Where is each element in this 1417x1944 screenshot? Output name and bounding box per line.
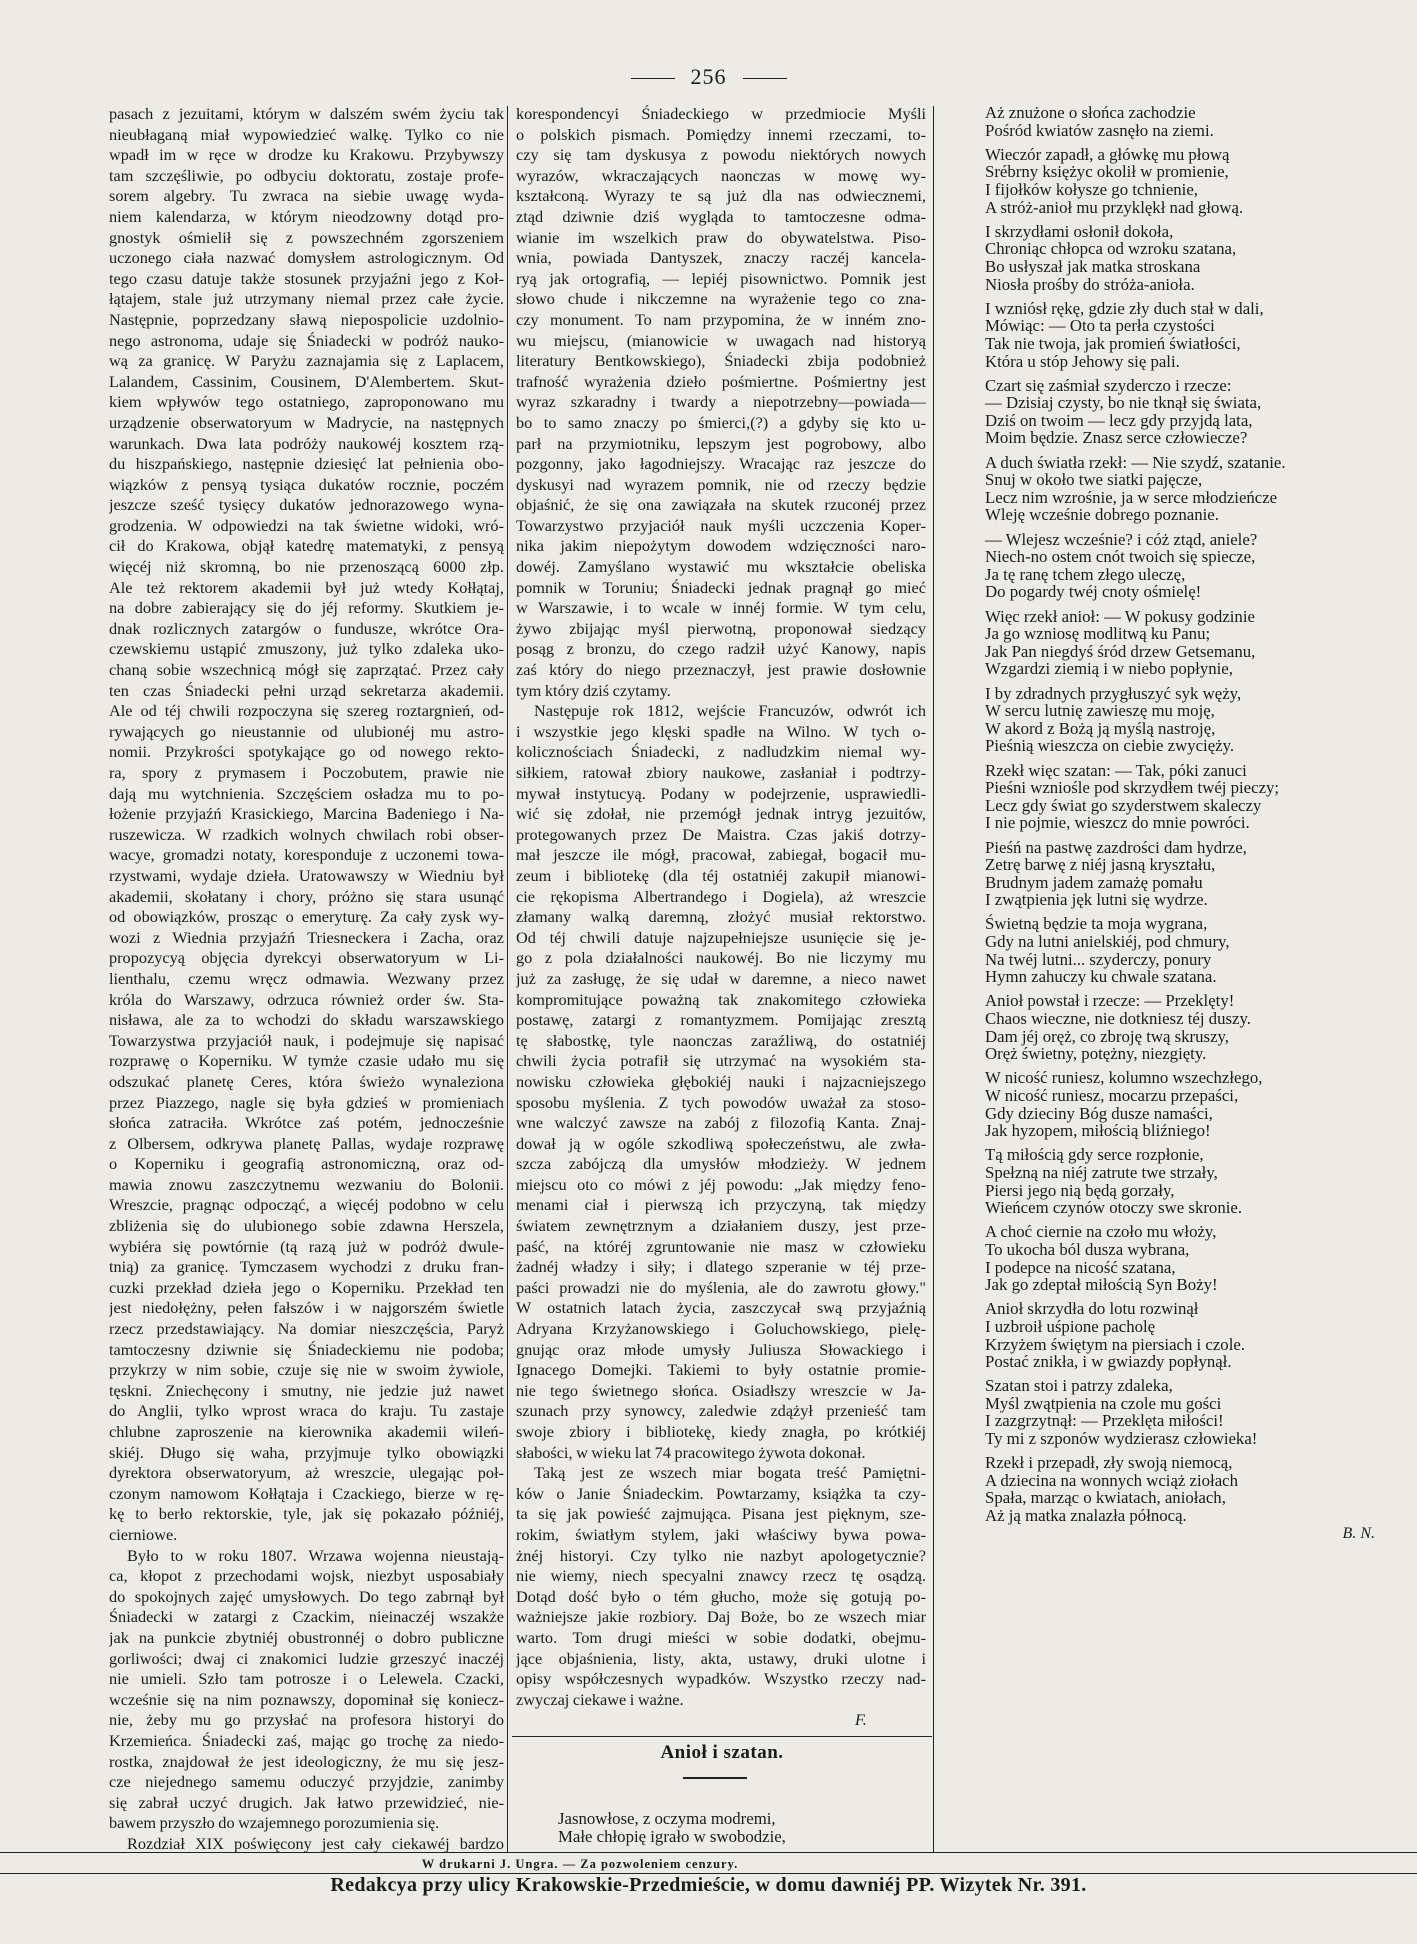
paragraph [516,1463,926,1710]
poem-line: Mówiąc: — Oto ta perła czystości [985,316,1215,336]
text-line: kształconą. Wyrazy te są już dla nas odwiecznemi, [516,186,926,206]
text-line: sposobu myślenia. Z tych powodów uważał za stoso- [516,1092,926,1112]
text-line: kompromitujące poważną tak znakomitego człowieka [516,989,926,1009]
paragraph [516,104,926,701]
poem-line: Wzgardzi ziemią i w niebo popłynie, [985,659,1233,679]
text-line: warunkach. Dwa lata podróży naukowéj kosztem rzą- [109,433,504,453]
column-divider [507,106,508,1852]
text-line: miejscu oto co mówi z jéj powodu: „Jak między feno- [516,1174,926,1194]
text-line: paść, na któréj zgruntowanie nie masz w człowieku [516,1236,926,1256]
text-line: przykrzy w nim sobie, czuje się nie w swoim żywiole, [109,1360,504,1380]
text-line: dowéj. Zamyślano wystawić mu wkształcie obeliska [516,557,926,577]
text-line: wacye, gromadzi notaty, koresponduje z uczonemi towa- [109,845,504,865]
text-line: łożenie przyjaźń Krasickiego, Marcina Badeniego i Na- [109,804,504,824]
text-line: rywających go nieustannie od ulubionéj mu astro- [109,721,504,741]
poem-line: Tą miłością gdy serce rozpłonie, [985,1145,1204,1165]
poem-line: Więc rzekł anioł: — W pokusy godzinie [985,606,1255,626]
poem-line: Hymn zahuczy ku chwale szatana. [985,967,1217,987]
poem-line: Szatan stoi i patrzy zdaleka, [985,1376,1173,1396]
poem-line: W nicość runiesz, mocarzu przepaści, [985,1086,1239,1105]
text-line: jące objaśnienia, listy, akta, ustawy, druki ulotne i [516,1648,926,1668]
poem-stanza [985,608,1395,678]
poem-stanza [985,685,1395,755]
text-line: cuzki przekład dzieła jego o Koperniku. Przekład ten [109,1277,504,1297]
poem-line: I wzniósł rękę, gdzie zły duch stał w dali, [985,298,1264,318]
poem-line: Jak go zdeptał miłością Syn Boży! [985,1275,1218,1295]
poem-line: W akord z Bożą ją myślą nastroję, [985,718,1216,738]
text-line: du hiszpańskiego, następnie dziesięć lat pełnienia obo- [109,454,504,474]
poem-line: Wieńcem czynów otoczy swe skronie. [985,1198,1243,1218]
text-line: wnia, powiada Dantyszek, znaczy raczéj kancela- [516,248,926,268]
poem-signature: B. N. [1342,1524,1375,1542]
poem-line: Dam jéj oręż, co zbroję twą skruszy, [985,1026,1230,1046]
paragraph [109,1546,504,1834]
poem-line: Świetną będzie ta moja wygrana, [985,914,1208,934]
poem-line: Tak nie twoja, jak promień światłości, [985,333,1241,353]
text-line: lienthalu, czemu wręcz odmawia. Wezwany przez [109,968,504,988]
divider [631,78,675,79]
text-line: słowo chude i nikczemne na wyrażenie tego co zna- [516,289,926,309]
printer-imprint: W drukarni J. Ungra. — Za pozwoleniem cenzury. [421,1857,739,1871]
poem-stanza [985,104,1395,139]
section-divider [512,1736,932,1737]
text-line: skiéj. Długo się waha, przyjmuje tylko obowiązki [109,1442,504,1462]
text-line: trafność wyrażenia dzieło pośmiertne. Pośmiertny jest [516,371,926,391]
poem-line: Niech-no ostem cnót twoich się spiecze, [985,547,1256,567]
poem-line: To ukocha ból dusza wybrana, [985,1239,1190,1259]
text-line: słońca zatraciła. Wkrótce zaś potém, jednocześnie [109,1113,504,1133]
poem-line: I podepce na nicość szatana, [985,1257,1176,1277]
poem-stanza [985,1454,1395,1524]
text-line: kiem wpływów tego ostatniego, zaproponowano mu [109,392,504,412]
text-line: nie umieli. Szło tam potrosze i o Lelewela. Czacki, [109,1669,504,1689]
text-line: korespondencyi Śniadeckiego w przedmiocie Myśli [516,104,926,123]
poem-line: A choć ciernie na czoło mu włoży, [985,1222,1217,1242]
poem-line: Wleję wcześnie dobrego poznanie. [985,505,1219,525]
text-line: wyraz szkaradny i twardy a niepotrzebny—powiada— [516,392,926,412]
poem-line: Piersi jego nią będą gorzały, [985,1180,1175,1200]
poem-line: Aż ją matka znalazła północą. [985,1506,1187,1526]
text-line: słabości, w wieku lat 74 pracowitego żywota dokonał. [516,1442,866,1462]
text-line: opisy współczesnych wypadków. Wszystko rzeczy nad- [516,1669,926,1689]
text-line: Następnie, poprzedzany sławą niepospolicie uzdolnio- [109,309,504,329]
poem-line: Gdy na lutni anielskiéj, pod chmury, [985,932,1230,952]
poem-stanza [985,1300,1395,1370]
text-line: czewskiemu ustąpić zmuszony, już tylko zdaleka uko- [109,639,504,659]
text-line: dają mu wytchnienia. Szczęściem osładza mu to po- [109,783,504,803]
text-line: urządzenie obserwatoryum w Madrycie, na następnych [109,412,504,432]
poem-stanza [985,992,1395,1062]
text-line: tę słabostkę, tyle naonczas zaraźliwą, do ostatniéj [516,1030,926,1050]
text-line: nieubłaganą miał wypowiedzieć walkę. Tylko co nie [109,124,504,144]
poem-line: I uzbroił uśpione pacholę [985,1316,1156,1336]
text-line: propozycyą objęcia dyrekcyi obserwatoryum w Li- [109,948,504,968]
text-line: wianie im wszelkich praw do obywatelstwa. Piso- [516,227,926,247]
poem-line: Ja go wzniosę modlitwą ku Panu; [985,624,1211,644]
poem-line: Oręż świetny, potężny, niezgięty. [985,1044,1207,1064]
poem-line: Która u stóp Jehowy się pali. [985,351,1180,371]
text-line: odszukać planetę Ceres, która świeżo wynaleziona [109,1071,504,1091]
poem-stanza [985,1146,1395,1216]
poem-line: Dziś on twoim — lecz gdy przyjdą lata, [985,410,1253,430]
text-line: nie, żeby mu go przysłać na profesora historyi do [109,1710,504,1730]
text-line: tnią) za granicę. Tymczasem wychodzi z druku fran- [109,1257,504,1277]
paragraph [516,701,926,1463]
poem-line: Anioł skrzydła do lotu rozwinął [985,1299,1199,1319]
text-line: się zabrał uczyć drugich. Jak łatwo przewidzieć, nie- [109,1792,504,1812]
text-line: szunach przy synowcy, zaledwie zdążył przenieść tam [516,1401,926,1421]
text-line: jest niedołężny, pełen fałszów i w najgorszém świetle [109,1298,504,1318]
text-line: Rozdział XIX poświęcony jest cały ciekawéj bardzo [127,1833,504,1853]
text-line: i wszystkie jego klęski spadłe na Wilno. W tych o- [516,721,926,741]
text-line: rozprawę o Koperniku. W tymże czasie udało mu się [109,1051,504,1071]
text-line: żywo zbijając myśl pierwotną, proponował siedzący [516,618,926,638]
text-line: go z pola działalności naukowéj. Bo nie liczymy mu [516,948,926,968]
text-line: bawem przyszło do wzajemnego porozumienia się. [109,1813,440,1833]
poem-line: Pieśń na pastwę zazdrości dam hydrze, [985,837,1247,857]
poem-stanza [985,1223,1395,1293]
title-rule [683,1777,747,1779]
text-line: do Anglii, tylko wprost wraca do kraju. Tu zastaje [109,1401,504,1421]
text-line: zbliżenia się do ulubionego sobie zdawna Herszela, [109,1216,504,1236]
text-line: gnując oraz młode umysły Juliusza Słowackiego i [516,1339,926,1359]
text-line: wyrazów, wkraczających naonczas w mowę wy- [516,165,926,185]
text-line: nika jakim niepożytym dowodem wdzięczności naro- [516,536,926,556]
poem-line: Pieśnią wieszcza on ciebie zwycięży. [985,736,1235,756]
text-line: zwyczaj ciekawe i ważne. [516,1689,684,1709]
text-line: rzystwami, wydaje dzieła. Uratowawszy w Wiedniu był [109,865,504,885]
text-line: żnéj historyi. Czy tylko nie nazbyt apologetycznie? [516,1545,926,1565]
text-line: od obowiązków, prosząc o emeryturę. Za cały zysk wy- [109,907,504,927]
poem-line: Postać znikła, i w gwiazdy popłynął. [985,1352,1232,1372]
text-line: tamtoczesny dziwnie się Śniadeckiemu nie podoba; [109,1339,504,1359]
poem-line: Czart się zaśmiał szyderczo i rzecze: [985,375,1232,395]
poem-line: Aż znużone o słońca zachodzie [985,103,1196,122]
text-line: mywał instytucyą. Podany w podejrzenie, usprawiedli- [516,783,926,803]
text-line: światem zewnętrznym a działaniem duszy, jest prze- [516,1216,926,1236]
poem-line: Brudnym jadem zamażę pomału [985,872,1203,892]
text-line: nisława, ale za to wchodzi do składu warszawskiego [109,1010,504,1030]
text-line: Ignacego Domejki. Takiemi to były ostatnie promie- [516,1360,926,1380]
poem-line: Małe chłopię igrało w swobodzie, [558,1826,786,1846]
text-line: tęskni. Zniechęcony i smutny, nie jedzie już nawet [109,1380,504,1400]
text-line: niem kalendarza, w którym nieodzowny dotąd pro- [109,206,504,226]
text-line: ta się jak powieść zajmująca. Pisana jest pięknym, sze- [516,1504,926,1524]
text-line: ra, spory z prymasem i Poczobutem, prawie nie [109,763,504,782]
poem-line: Spała, marząc o kwiatach, aniołach, [985,1488,1226,1508]
text-line: chwili życia potrafił się utrzymać na wysokiém sta- [516,1051,926,1071]
poem-line: Spełzną na niéj zatrute twe strzały, [985,1162,1218,1182]
text-line: Śniadecki w zatargi z Czackim, nieinaczéj wszakże [109,1607,504,1627]
poem-stanza [985,300,1395,370]
poem-line: W sercu lutnię zawieszę mu moję, [985,701,1215,721]
divider [743,78,787,79]
text-line: postawę, zatargi z romantyzmem. Pomijając zresztą [516,1010,926,1030]
poem-line: Jak hyzopem, miłością bliźniego! [985,1121,1211,1141]
text-line: z Olbersem, odkrywa planetę Pallas, wydaje rozprawę [109,1133,504,1153]
text-line: siłkiem, ratował zbiory naukowe, zasłaniał i podtrzy- [516,763,926,782]
text-line: nego astronoma, udaje się Śniadecki w podróż nauko- [109,330,504,350]
poem-line: W nicość runiesz, kolumno wszechzłego, [985,1068,1263,1088]
text-line: wybiéra się powtórnie (tą razą już w podróż dwule- [109,1236,504,1256]
text-line: ków o Janie Śniadeckim. Powtarzamy, książka ta czy- [516,1483,926,1503]
poem-line: Pieśni wzniośle pod skrzydłem twéj pieczy; [985,778,1280,798]
text-line: nomii. Przykrości spotykające go od nowego rekto- [109,742,504,762]
poem-line: Na twéj lutni... szyderczy, ponury [985,949,1212,969]
text-line: wne walczyć zawsze na zabój z filozofią Kanta. Znaj- [516,1113,926,1133]
text-line: dyrektora obserwatoryum, aż wreszcie, ulegając poł- [109,1463,504,1483]
text-line: ruszewicza. W rzadkich wolnych chwilach robi obser- [109,824,504,844]
text-line: parł na przymiotniku, lepszym jest pogrobowy, albo [516,433,926,453]
text-line: nowisku człowieka głębokiéj nauki i najzacniejszego [516,1071,926,1091]
poem-opening [558,1810,786,1845]
text-line: wpadł im w ręce w drodze ku Krakowu. Przybywszy [109,145,504,165]
poem-line: A duch światła rzekł: — Nie szydź, szatanie. [985,452,1286,472]
text-line: tym który dziś czytamy. [516,680,671,700]
poem-line: I zazgrzytnął: — Przeklęta miłości! [985,1411,1224,1431]
text-line: czonym namowom Kołłątaja i Czackiego, bierze w rę- [109,1483,504,1503]
text-line: tego czasu datuje także stosunek przyjaźni jego z Koł- [109,268,504,288]
text-line: Ale od téj chwili rozpoczyna się szereg roztargnień, od- [109,701,504,721]
text-line: wiązków z pensyą tysiąca dukatów rocznie, poczém [109,474,504,494]
poem-column [985,104,1395,1543]
text-line: ten czas Śniadecki pełni urząd sekretarza akademii. [109,680,504,700]
text-line: w Warszawie, i to wcale w innéj formie. W tym celu, [516,598,926,618]
text-line: o Koperniku i geografią astronomiczną, oraz od- [109,1154,504,1174]
column-divider [933,106,934,1852]
text-line: mawia znowu zaszczytnemu wezwaniu do Bolonii. [109,1174,504,1194]
poem-line: Bo usłyszał jak matka stroskana [985,256,1201,276]
poem-line: Lecz gdy świat go szyderstwem skaleczy [985,795,1262,815]
poem-line: Niosła prośby do stróża-anioła. [985,274,1195,294]
poem-line: Anioł powstał i rzecze: — Przeklęty! [985,991,1235,1011]
paragraph [109,104,504,1546]
poem-stanza [985,1069,1395,1139]
text-line: chlubne zaproszenie na kierownika akademii wileń- [109,1422,504,1441]
text-line: Adryana Krzyżanowskiego i Goluchowskiego, pielę- [516,1319,926,1339]
text-line: bo to samo znaczy po śmierci,(?) a gdyby się kto u- [516,412,926,432]
text-line: rostka, znajdował że jest ideologiczny, że mu się jesz- [109,1751,504,1771]
text-line: wić się zdołał, nie przemógł jednak intryg jezuitów, [516,804,926,824]
text-line: nie tego świetnego słońca. Osiadłszy wreszcie w Ja- [516,1380,926,1400]
text-line: już za zasługę, że się udał w daremne, a nieco nawet [516,968,926,988]
text-line: Było to w roku 1807. Wrzawa wojenna nieustają- [127,1545,504,1565]
text-line: cie rękopisma Albertrandego i Dogiela), aż wreszcie [516,886,926,906]
editorial-address: Redakcya przy ulicy Krakowskie-Przedmieście, w domu dawniéj PP. Wizytek Nr. 391. [330,1874,1087,1896]
text-line: cze niejednego samemu oduczyć przyjdzie, zanimby [109,1772,504,1792]
text-line: ryą jak ortografią, — lepiéj pisownictwo. Pomnik jest [516,268,926,288]
poem-title: Anioł i szatan. [660,1742,784,1763]
text-line: Od téj chwili datuje najzupełniejsze usunięcie się je- [516,927,926,947]
poem-stanza [985,377,1395,447]
poem-line: A stróż-anioł mu przyklękł nad głową. [985,197,1244,217]
poem-line: Lecz nim wzrośnie, ja w serce młodzieńcze [985,487,1278,507]
text-line: kę to berło rektorskie, tyle, jak się pokazało późniéj, [109,1504,504,1524]
poem-stanza [985,146,1395,216]
text-line: uczonego ciała nazwać domysłem astrologicznym. Od [109,248,504,268]
text-line: szcza zabójczą dla umysłów młodzieży. W jednem [516,1154,926,1174]
text-line: paści prowadzi nie do myślenia, ale do zawrotu głowy." [516,1277,926,1297]
poem-line: Ty mi z szponów wydzierasz człowieka! [985,1429,1258,1449]
text-line: chaną sobie wszechnicą mógł się zaprzątać. Przez cały [109,660,504,680]
poem-stanza [985,915,1395,985]
text-line: czy monument. To nam przypomina, że w inném zno- [516,309,926,329]
poem-stanza [985,454,1395,524]
text-line: ważniejsze jakie rozbiory. Daj Boże, bo ze wszech miar [516,1607,926,1627]
footer-rule [0,1852,1417,1853]
text-line: protegowanych przez De Maistra. Czas jakiś dotrzy- [516,824,926,844]
poem-line: Do pogardy twéj cnoty ośmielę! [985,582,1202,602]
text-line: łątajem, stale już utrzymany niemal przez całe życie. [109,289,504,309]
poem-line: Srébrny księżyc okolił w promienie, [985,162,1229,182]
poem-line: A dziecina na wonnych wciąż ziołach [985,1470,1239,1490]
text-line: Dotąd dość było o tém głucho, może się gotują po- [516,1586,926,1606]
poem-stanza [985,762,1395,832]
poem-stanza [985,531,1395,601]
text-line: Lalandem, Cassinim, Cousinem, D'Alembertem. Skut- [109,371,504,391]
poem-line: Myśl zwątpienia na czole mu gości [985,1393,1222,1413]
poem-line: Chroniąc chłopca od wzroku szatana, [985,239,1237,259]
poem-stanza [985,223,1395,293]
text-line: Towarzystwo przyjaciół nauk myśli uczczenia Koper- [516,515,926,535]
poem-stanza [985,839,1395,909]
text-line: wą za granicę. W Paryżu zaznajamia się z Laplacem, [109,351,504,371]
text-line: kolicznościach Śniadecki, z nadludzkim niemal wy- [516,742,926,762]
text-line: literatury Bentkowskiego), Śniadecki zbija podobnież [516,351,926,371]
text-line: mał jeszcze ile mógł, pracował, zabiegał, bogacił mu- [516,845,926,865]
text-line: wcześnie się na nim poznawszy, dopominał się koniecz- [109,1689,504,1709]
poem-line: Gdy dzieciny Bóg dusze namaści, [985,1103,1213,1123]
text-line: rokim, światłym stylem, jaki właściwy bywa powa- [516,1524,926,1544]
text-line: dyskusyi nad wyrazem pomnik, nie od rzeczy będzie [516,474,926,494]
article-column-2 [516,104,926,1710]
text-line: zeum i bibliotekę (dla téj ostatniéj zakupił mianowi- [516,865,926,885]
article-column-1 [109,104,504,1854]
text-line: posąg z bronzu, do czego radził użyć Kanowy, napis [516,639,926,659]
poem-line: Rzekł więc szatan: — Tak, póki zanuci [985,760,1247,780]
text-line: warto. Tom drugi mieści w sobie dodatki, obejmu- [516,1627,926,1647]
text-line: wu miejscu, (mianowicie w uwagach nad historyą [516,330,926,350]
poem-line: Jasnowłose, z oczyma modremi, [558,1809,776,1828]
text-line: do spokojnych zajęć umysłowych. Do tego zabrnął był [109,1586,504,1606]
text-line: Wreszcie, pragnąc odpocząć, a więcéj podobno w celu [109,1195,504,1215]
poem-line: — Dzisiaj czysty, bo nie tknął się świata, [985,393,1262,413]
text-line: o polskich pismach. Pomiędzy innemi rzeczami, to- [516,124,926,144]
poem-line: I zwątpienia jęk lutni się wydrze. [985,890,1208,910]
text-line: dował ją w ogóle szkodliwą społeczeństwu, ale zwła- [516,1133,926,1153]
poem-line: Krzyżem świętym na piersiach i czole. [985,1334,1246,1354]
text-line: rzecz przedstawiający. Na domiar nieszczęścia, Paryż [109,1319,504,1339]
poem-line: Rzekł i przepadł, zły swoją niemocą, [985,1453,1233,1473]
text-line: grodzenia. W odpowiedzi na tak świetne widoki, wró- [109,515,504,535]
poem-line: I nie pojmie, wieszcz do mnie powróci. [985,813,1250,833]
text-line: tam szczęśliwie, po odbyciu doktoratu, zostaje profe- [109,165,504,185]
text-line: sorem algebry. Tu zwraca na siebie uwagę wyda- [109,186,504,206]
text-line: ztąd dziwnie dziś wygląda to tamtoczesne odma- [516,206,926,226]
text-line: gnostyk ośmielił się z powszechném zgorszeniem [109,227,504,247]
poem-stanza [985,1377,1395,1447]
poem-line: — Wlejesz wcześnie? i cóż ztąd, aniele? [985,529,1258,549]
text-line: Taką jest ze wszech miar bogata treść Pamiętni- [534,1463,926,1483]
poem-line: I fijołków kołysze go tchnienie, [985,179,1198,199]
text-line: cił do Krakowa, objął katedrę matematyki, z pensyą [109,536,504,556]
poem-line: Wieczór zapadł, a główkę mu płową [985,144,1230,164]
page-number [0,64,1417,90]
poem-line: Chaos wieczne, nie dotkniesz téj duszy. [985,1009,1251,1029]
poem-line: Pośród kwiatów zasnęło na ziemi. [985,120,1214,140]
text-line: pasach z jezuitami, którym w dalszém swém życiu tak [109,104,504,123]
text-line: nie wiemy, niech specyalni znawcy rzecz tę osądzą. [516,1566,926,1586]
text-line: na dobre zabierający się do jéj reformy. Skutkiem je- [109,598,504,618]
text-line: jeszcze sześć tysięcy dukatów jednorazowego wyna- [109,495,504,515]
page-number-text: 256 [690,64,727,89]
text-line: menami ciał i pierwszą ich przyczyną, tak między [516,1195,926,1215]
text-line: Krzemieńca. Śniadecki zaś, mając go trochę za niedo- [109,1730,504,1750]
text-line: złamany walką daremną, złożyć musiał rektorstwo. [516,907,926,927]
poem-line: I by zdradnych przygłuszyć syk węży, [985,683,1242,703]
text-line: swoje zbiory i bibliotekę, kiedy znagła, po krótkiéj [516,1422,926,1441]
text-line: czy się tam dyskusya z powodu niektórych nowych [516,145,926,165]
text-line: wozi z Wiednia przyjaźń Triesneckera i Zacha, oraz [109,927,504,947]
text-line: jak na punkcie zbytniéj obustronnéj o dobro publiczne [109,1627,504,1647]
poem-line: Ja tę ranę tchem złego uleczę, [985,564,1186,584]
text-line: pozgonny, jako łagodniejszy. Wracając raz jeszcze do [516,454,926,474]
article-signature: F. [855,1712,867,1729]
poem-line: Moim będzie. Znasz serce człowiecze? [985,428,1248,448]
text-line: pomnik w Toruniu; Śniadecki jednak pragnął go mieć [516,577,926,597]
text-line: zaś który do niego przeznaczył, jest prawie dosłownie [516,660,926,680]
text-line: objaśnić, że się ona zawiązała na skutek rzuconéj przez [516,495,926,515]
text-line: więcéj niż skromną, bo nie przenoszącą 6000 złp. [109,557,504,577]
text-line: akademii, skołatany i chory, próżno się stara usunąć [109,886,504,906]
text-line: Ale też rektorem akademii był już wtedy Kołłątaj, [109,577,504,597]
poem-line: I skrzydłami osłonił dokoła, [985,221,1174,241]
text-line: żadnéj władzy i siły; i dlatego szperanie w téj prze- [516,1257,926,1277]
poem-line: Zetrę barwę z niéj jasną kryształu, [985,855,1216,875]
text-line: gorliwości; dwaj ci znakomici ludzie grzeszyć inaczéj [109,1648,504,1668]
text-line: cierniowe. [109,1524,178,1544]
text-line: Towarzystwa przyjaciół nauk, i podejmuje się napisać [109,1030,504,1050]
text-line: dnak rozlicznych zatargów o fundusze, wkrótce Ora- [109,618,504,638]
text-line: W ostatnich latach życia, zaszczycał swą przyjaźnią [516,1298,926,1318]
text-line: ca, kłopot z przechodami wojsk, niezbyt usposabiały [109,1566,504,1586]
text-line: króla do Warszawy, odrzuca również order św. Sta- [109,989,504,1009]
text-line: Następuje rok 1812, wejście Francuzów, odwrót ich [534,701,926,721]
text-line: przez Piazzego, nagle się była gdzieś w promieniach [109,1092,504,1112]
poem-line: Jak Pan niegdyś śród drzew Getsemanu, [985,641,1256,661]
poem-line: Snuj w około twe siatki pajęcze, [985,470,1203,490]
